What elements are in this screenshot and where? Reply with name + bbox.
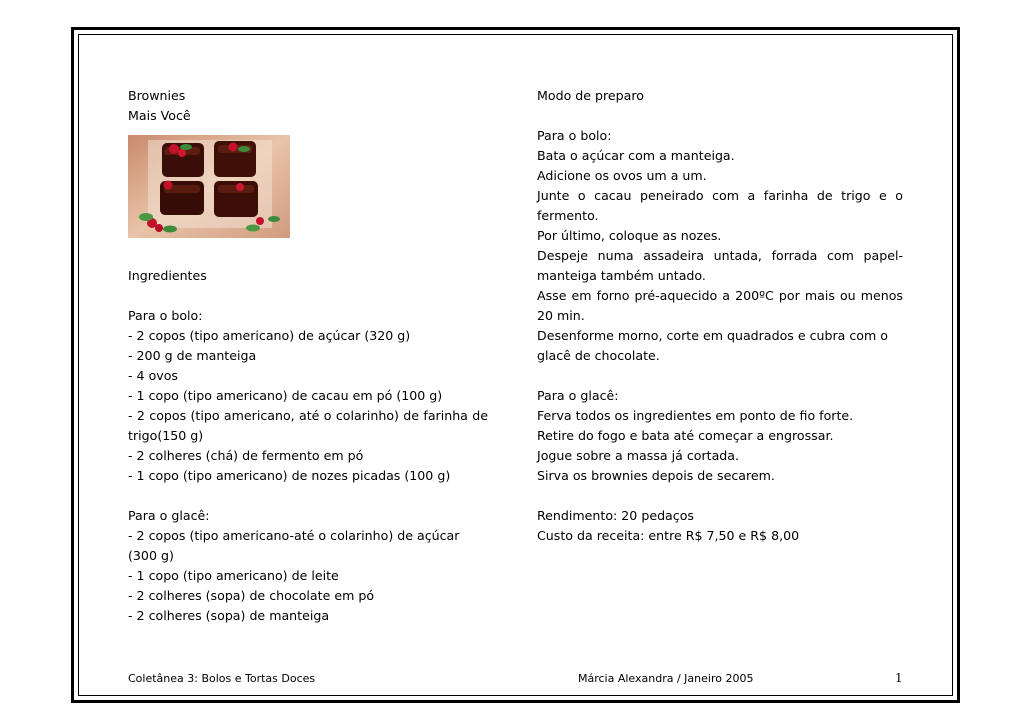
ingredient-item: - 2 colheres (sopa) de manteiga [128, 608, 330, 623]
preparation-step: Desenforme morno, corte em quadrados e cubra com o glacê de chocolate. [537, 328, 888, 363]
preparation-step: Sirva os brownies depois de secarem. [537, 468, 775, 483]
brownies-photo [128, 135, 290, 238]
preparation-step: Ferva todos os ingredientes em ponto de fio forte. [537, 408, 854, 423]
bolo-steps-heading: Para o bolo: [537, 128, 612, 143]
preparation-step: Junte o cacau peneirado com a farinha de trigo e o fermento. [537, 188, 903, 223]
ingredient-item: - 2 copos (tipo americano) de açúcar (320 g) [128, 328, 411, 343]
footer-author-date: Márcia Alexandra / Janeiro 2005 [578, 672, 754, 685]
ingredient-item: - 2 copos (tipo americano, até o colarinho) de farinha de trigo(150 g) [128, 408, 488, 443]
preparation-heading: Modo de preparo [537, 88, 644, 103]
ingredient-item: - 2 copos (tipo americano-até o colarinho) de açúcar (300 g) [128, 528, 460, 563]
preparation-column [537, 86, 903, 546]
recipe-yield: Rendimento: 20 pedaços [537, 508, 694, 523]
recipe-title: Brownies [128, 88, 186, 103]
ingredient-item: - 1 copo (tipo americano) de leite [128, 568, 339, 583]
page-number: 1 [895, 671, 903, 685]
ingredient-item: - 4 ovos [128, 368, 178, 383]
ingredients-heading: Ingredientes [128, 268, 207, 283]
ingredient-item: - 2 colheres (sopa) de chocolate em pó [128, 588, 375, 603]
bolo-ingredients-heading: Para o bolo: [128, 308, 203, 323]
glace-ingredients-heading: Para o glacê: [128, 508, 210, 523]
preparation-step: Adicione os ovos um a um. [537, 168, 707, 183]
preparation-step: Por último, coloque as nozes. [537, 228, 722, 243]
recipe-source: Mais Você [128, 108, 191, 123]
preparation-step: Asse em forno pré-aquecido a 200ºC por mais ou menos 20 min. [537, 288, 903, 323]
footer-collection: Coletânea 3: Bolos e Tortas Doces [128, 672, 316, 685]
ingredient-item: - 2 colheres (chá) de fermento em pó [128, 448, 364, 463]
preparation-step: Retire do fogo e bata até começar a engrossar. [537, 428, 834, 443]
preparation-step: Despeje numa assadeira untada, forrada com papel-manteiga também untado. [537, 248, 903, 283]
glace-steps-heading: Para o glacê: [537, 388, 619, 403]
ingredients-column [128, 86, 488, 626]
ingredient-item: - 1 copo (tipo americano) de nozes picadas (100 g) [128, 468, 451, 483]
preparation-step: Jogue sobre a massa já cortada. [537, 448, 740, 463]
recipe-cost: Custo da receita: entre R$ 7,50 e R$ 8,00 [537, 528, 800, 543]
ingredient-item: - 200 g de manteiga [128, 348, 257, 363]
preparation-step: Bata o açúcar com a manteiga. [537, 148, 735, 163]
ingredient-item: - 1 copo (tipo americano) de cacau em pó (100 g) [128, 388, 443, 403]
